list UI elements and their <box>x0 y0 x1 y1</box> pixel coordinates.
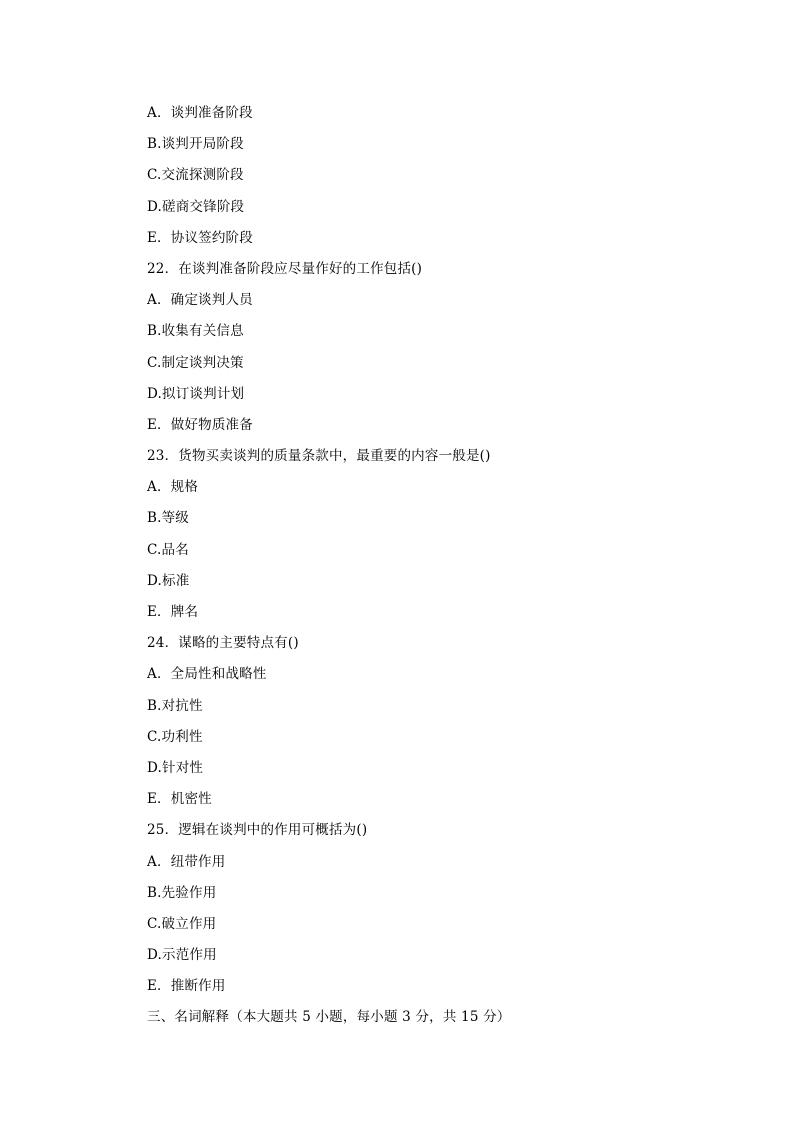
option-text: E．做好物质准备 <box>147 416 253 433</box>
option-text: B.先验作用 <box>147 884 217 901</box>
option-text: A．确定谈判人员 <box>147 292 253 309</box>
option-text: E．机密性 <box>147 791 212 808</box>
option-text: B.收集有关信息 <box>147 323 244 340</box>
option-text: B.谈判开局阶段 <box>147 136 244 153</box>
option-text: C.功利性 <box>147 728 203 745</box>
option-text: E．推断作用 <box>147 978 226 995</box>
option-text: C.品名 <box>147 541 189 558</box>
option-text: B.等级 <box>147 510 190 527</box>
option-text: D.拟订谈判计划 <box>147 385 245 402</box>
question-text: 25．逻辑在谈判中的作用可概括为() <box>147 822 368 839</box>
question-text: 24．谋略的主要特点有() <box>147 635 299 652</box>
document-body <box>147 98 747 1034</box>
option-text: E．牌名 <box>147 604 199 620</box>
option-text: D.针对性 <box>147 759 204 776</box>
option-text: C.交流探测阶段 <box>147 167 244 184</box>
section-heading: 三、名词解释（本大题共 5 小题，每小题 3 分，共 15 分） <box>147 1009 511 1026</box>
option-text: D.标准 <box>147 572 190 589</box>
question-text: 23．货物买卖谈判的质量条款中，最重要的内容一般是() <box>147 448 491 465</box>
option-text: C.破立作用 <box>147 915 217 932</box>
option-text: A．纽带作用 <box>147 853 226 870</box>
option-text: B.对抗性 <box>147 697 203 714</box>
question-text: 22．在谈判准备阶段应尽量作好的工作包括() <box>147 260 423 277</box>
option-text: E．协议签约阶段 <box>147 229 253 246</box>
option-text: D.磋商交锋阶段 <box>147 198 245 215</box>
option-text: A．规格 <box>147 479 199 496</box>
option-text: C.制定谈判决策 <box>147 354 244 371</box>
option-text: D.示范作用 <box>147 947 217 964</box>
option-text: A．谈判准备阶段 <box>147 105 253 121</box>
option-text: A．全局性和战略性 <box>147 666 267 683</box>
